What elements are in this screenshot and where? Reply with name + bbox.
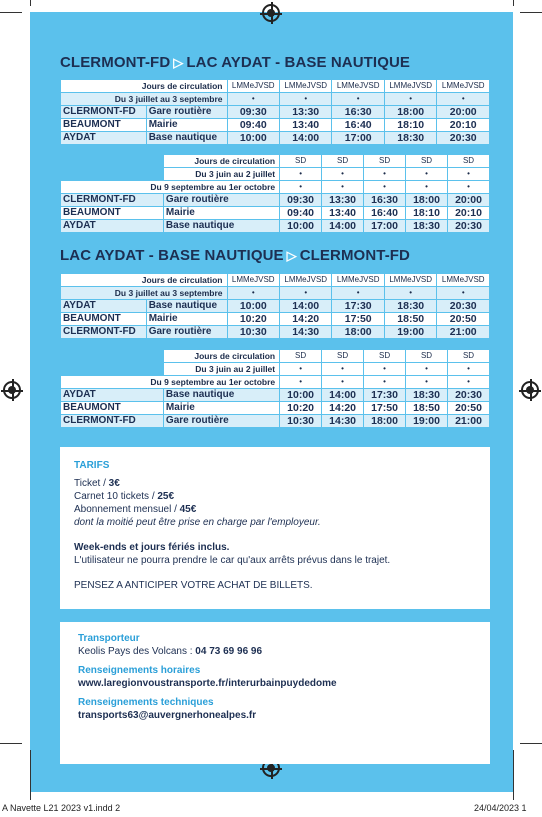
table-row: [61, 326, 489, 338]
time-cell: 14:20: [280, 313, 331, 325]
stop-cell: Gare routière: [147, 106, 227, 118]
days-cell: LMMeJVSD: [228, 274, 279, 286]
time-cell: 19:00: [385, 326, 436, 338]
stop-cell: Base nautique: [164, 389, 279, 401]
city-cell: CLERMONT-FD: [61, 415, 163, 427]
table-row: [61, 220, 489, 232]
time-cell: 16:30: [332, 106, 383, 118]
days-label: Jours de circulation: [61, 80, 227, 92]
time-cell: 17:00: [364, 220, 405, 232]
horaires-link[interactable]: www.laregionvoustransporte.fr/interurbainpuydedome: [78, 678, 337, 689]
service-dot: •: [385, 287, 436, 299]
timetable: [60, 273, 490, 339]
service-dot: •: [448, 376, 489, 388]
anticipate-note: PENSEZ A ANTICIPER VOTRE ACHAT DE BILLETS.: [74, 580, 313, 591]
table-row: [61, 389, 489, 401]
header-row: [61, 350, 489, 362]
city-cell: AYDAT: [61, 132, 146, 144]
timetable-section-return: [60, 247, 490, 264]
time-cell: 20:50: [448, 402, 489, 414]
time-cell: 18:10: [385, 119, 436, 131]
timetable-summer-outbound: [60, 79, 490, 145]
time-cell: 14:00: [280, 132, 331, 144]
timetable: [60, 154, 490, 233]
time-cell: 17:30: [364, 389, 405, 401]
ticket-price-line: [74, 477, 476, 490]
table-row: [61, 207, 489, 219]
table-row: [61, 402, 489, 414]
time-cell: 13:30: [322, 194, 363, 206]
days-cell: LMMeJVSD: [332, 80, 383, 92]
time-cell: 18:30: [406, 389, 447, 401]
stop-cell: Gare routière: [147, 326, 227, 338]
time-cell: 14:00: [280, 300, 331, 312]
time-cell: 13:40: [322, 207, 363, 219]
table-row: [61, 313, 489, 325]
stop-cell: Base nautique: [147, 300, 227, 312]
period-label: Du 3 juin au 2 juillet: [164, 168, 279, 180]
days-cell: LMMeJVSD: [385, 80, 436, 92]
service-dot: •: [364, 168, 405, 180]
abonnement-price-line: [74, 503, 476, 516]
table-row: [61, 194, 489, 206]
time-cell: 17:00: [332, 132, 383, 144]
days-label: Jours de circulation: [164, 350, 279, 362]
direction-arrow-icon: ▷: [286, 248, 297, 263]
period-row: [61, 181, 489, 193]
stop-cell: Base nautique: [147, 132, 227, 144]
time-cell: 19:00: [406, 415, 447, 427]
header-row: [61, 80, 489, 92]
days-cell: SD: [448, 350, 489, 362]
route-origin: LAC AYDAT - BASE NAUTIQUE: [60, 247, 284, 264]
transporteur-name: Keolis Pays des Volcans :: [78, 646, 196, 657]
registration-mark-icon: [262, 4, 280, 22]
period-label: Du 3 juin au 2 juillet: [164, 363, 279, 375]
days-cell: LMMeJVSD: [332, 274, 383, 286]
direction-arrow-icon: ▷: [173, 55, 184, 70]
service-dot: •: [322, 376, 363, 388]
city-cell: CLERMONT-FD: [61, 106, 146, 118]
time-cell: 20:30: [437, 132, 489, 144]
registration-mark-icon: [521, 381, 539, 399]
route-destination: CLERMONT-FD: [299, 247, 410, 264]
registration-mark-icon: [3, 381, 21, 399]
route-title: [60, 54, 490, 71]
days-label: Jours de circulation: [61, 274, 227, 286]
city-cell: BEAUMONT: [61, 207, 163, 219]
user-note: L'utilisateur ne pourra prendre le car qu'aux arrêts prévus dans le trajet.: [74, 555, 391, 566]
days-cell: LMMeJVSD: [437, 80, 489, 92]
header-row: [61, 274, 489, 286]
service-dot: •: [437, 93, 489, 105]
service-dot: •: [364, 181, 405, 193]
time-cell: 14:00: [322, 389, 363, 401]
service-dot: •: [406, 376, 447, 388]
city-cell: AYDAT: [61, 300, 146, 312]
time-cell: 17:30: [332, 300, 383, 312]
period-label: Du 9 septembre au 1er octobre: [61, 181, 279, 193]
time-cell: 09:40: [228, 119, 279, 131]
time-cell: 16:30: [364, 194, 405, 206]
time-cell: 14:30: [280, 326, 331, 338]
time-cell: 10:20: [228, 313, 279, 325]
table-row: [61, 119, 489, 131]
days-cell: SD: [322, 350, 363, 362]
service-dot: •: [364, 376, 405, 388]
city-cell: BEAUMONT: [61, 402, 163, 414]
time-cell: 20:00: [437, 106, 489, 118]
crop-mark: [520, 12, 542, 13]
service-dot: •: [385, 93, 436, 105]
transporteur-heading: Transporteur: [78, 633, 140, 644]
carnet-price-line: [74, 490, 476, 503]
stop-cell: Base nautique: [164, 220, 279, 232]
service-dot: •: [280, 168, 321, 180]
time-cell: 16:40: [332, 119, 383, 131]
techniques-heading: Renseignements techniques: [78, 697, 214, 708]
transporteur-line: [78, 645, 472, 658]
period-label: Du 3 juillet au 3 septembre: [61, 287, 227, 299]
service-dot: •: [228, 93, 279, 105]
timetable-season-return: [60, 349, 490, 428]
crop-mark: [520, 743, 542, 744]
techniques-email-link[interactable]: transports63@auvergnerhonealpes.fr: [78, 710, 257, 721]
time-cell: 20:30: [437, 300, 489, 312]
transporteur-phone[interactable]: 04 73 69 96 96: [195, 646, 263, 657]
time-cell: 10:00: [228, 300, 279, 312]
service-dot: •: [322, 363, 363, 375]
time-cell: 10:30: [280, 415, 321, 427]
service-dot: •: [322, 168, 363, 180]
service-dot: •: [228, 287, 279, 299]
time-cell: 09:40: [280, 207, 321, 219]
days-cell: SD: [406, 350, 447, 362]
service-dot: •: [280, 181, 321, 193]
time-cell: 20:50: [437, 313, 489, 325]
days-cell: LMMeJVSD: [228, 80, 279, 92]
period-row: [61, 168, 489, 180]
service-dot: •: [437, 287, 489, 299]
footer-file-name: A Navette L21 2023 v1.indd 2: [2, 803, 121, 813]
days-cell: LMMeJVSD: [437, 274, 489, 286]
period-label: Du 9 septembre au 1er octobre: [61, 376, 279, 388]
time-cell: 21:00: [448, 415, 489, 427]
time-cell: 18:30: [406, 220, 447, 232]
abonnement-label: Abonnement mensuel /: [74, 504, 180, 515]
period-row: [61, 363, 489, 375]
stop-cell: Gare routière: [164, 415, 279, 427]
time-cell: 20:00: [448, 194, 489, 206]
days-cell: SD: [406, 155, 447, 167]
time-cell: 20:10: [437, 119, 489, 131]
city-cell: CLERMONT-FD: [61, 194, 163, 206]
service-dot: •: [448, 168, 489, 180]
days-label: Jours de circulation: [164, 155, 279, 167]
footer-date: 24/04/2023 1: [474, 803, 527, 813]
service-dot: •: [364, 363, 405, 375]
time-cell: 10:00: [228, 132, 279, 144]
stop-cell: Mairie: [147, 119, 227, 131]
table-row: [61, 106, 489, 118]
days-cell: SD: [280, 155, 321, 167]
days-cell: SD: [364, 350, 405, 362]
crop-mark: [0, 743, 22, 744]
period-row: [61, 287, 489, 299]
time-cell: 18:50: [406, 402, 447, 414]
table-row: [61, 415, 489, 427]
time-cell: 10:30: [228, 326, 279, 338]
time-cell: 20:30: [448, 220, 489, 232]
service-dot: •: [280, 376, 321, 388]
city-cell: CLERMONT-FD: [61, 326, 146, 338]
crop-mark: [30, 0, 31, 6]
table-row: [61, 132, 489, 144]
carnet-price: 25€: [157, 491, 175, 502]
time-cell: 18:10: [406, 207, 447, 219]
service-dot: •: [332, 287, 383, 299]
time-cell: 20:10: [448, 207, 489, 219]
time-cell: 18:00: [385, 106, 436, 118]
time-cell: 18:50: [385, 313, 436, 325]
route-origin: CLERMONT-FD: [60, 54, 171, 71]
days-cell: LMMeJVSD: [385, 274, 436, 286]
service-dot: •: [448, 181, 489, 193]
timetable-section-outbound: [60, 54, 490, 71]
crop-mark: [513, 750, 514, 800]
timetable-summer-return: [60, 273, 490, 339]
service-dot: •: [332, 93, 383, 105]
stop-cell: Mairie: [164, 402, 279, 414]
days-cell: SD: [280, 350, 321, 362]
days-cell: LMMeJVSD: [280, 80, 331, 92]
ticket-label: Ticket /: [74, 478, 109, 489]
time-cell: 18:30: [385, 132, 436, 144]
time-cell: 10:20: [280, 402, 321, 414]
time-cell: 18:00: [332, 326, 383, 338]
days-cell: SD: [448, 155, 489, 167]
time-cell: 18:00: [364, 415, 405, 427]
service-dot: •: [448, 363, 489, 375]
time-cell: 13:30: [280, 106, 331, 118]
abonnement-price: 45€: [179, 504, 197, 515]
timetable-season-outbound: [60, 154, 490, 233]
city-cell: AYDAT: [61, 389, 163, 401]
horaires-heading: Renseignements horaires: [78, 665, 201, 676]
stop-cell: Mairie: [164, 207, 279, 219]
days-cell: SD: [364, 155, 405, 167]
ticket-price: 3€: [108, 478, 120, 489]
tarifs-heading: TARIFS: [74, 460, 110, 471]
service-dot: •: [280, 363, 321, 375]
time-cell: 10:00: [280, 389, 321, 401]
city-cell: BEAUMONT: [61, 119, 146, 131]
timetable: [60, 349, 490, 428]
days-cell: LMMeJVSD: [280, 274, 331, 286]
header-row: [61, 155, 489, 167]
city-cell: BEAUMONT: [61, 313, 146, 325]
time-cell: 14:00: [322, 220, 363, 232]
stop-cell: Gare routière: [164, 194, 279, 206]
service-dot: •: [406, 168, 447, 180]
period-row: [61, 376, 489, 388]
tarifs-box: [60, 447, 490, 609]
stop-cell: Mairie: [147, 313, 227, 325]
period-row: [61, 93, 489, 105]
time-cell: 13:40: [280, 119, 331, 131]
service-dot: •: [280, 93, 331, 105]
crop-mark: [0, 12, 22, 13]
time-cell: 17:50: [364, 402, 405, 414]
crop-mark: [513, 0, 514, 6]
time-cell: 18:00: [406, 194, 447, 206]
time-cell: 17:50: [332, 313, 383, 325]
time-cell: 21:00: [437, 326, 489, 338]
service-dot: •: [406, 181, 447, 193]
city-cell: AYDAT: [61, 220, 163, 232]
service-dot: •: [406, 363, 447, 375]
table-row: [61, 300, 489, 312]
time-cell: 09:30: [228, 106, 279, 118]
carnet-label: Carnet 10 tickets /: [74, 491, 158, 502]
timetable: [60, 79, 490, 145]
time-cell: 10:00: [280, 220, 321, 232]
time-cell: 14:30: [322, 415, 363, 427]
weekend-note: Week-ends et jours fériés inclus.: [74, 542, 230, 553]
time-cell: 09:30: [280, 194, 321, 206]
employer-note: dont la moitié peut être prise en charge par l'employeur.: [74, 517, 321, 528]
route-title: [60, 247, 490, 264]
service-dot: •: [322, 181, 363, 193]
time-cell: 14:20: [322, 402, 363, 414]
contact-box: [60, 622, 490, 764]
service-dot: •: [280, 287, 331, 299]
time-cell: 18:30: [385, 300, 436, 312]
time-cell: 20:30: [448, 389, 489, 401]
period-label: Du 3 juillet au 3 septembre: [61, 93, 227, 105]
crop-mark: [30, 750, 31, 800]
time-cell: 16:40: [364, 207, 405, 219]
days-cell: SD: [322, 155, 363, 167]
route-destination: LAC AYDAT - BASE NAUTIQUE: [186, 54, 410, 71]
